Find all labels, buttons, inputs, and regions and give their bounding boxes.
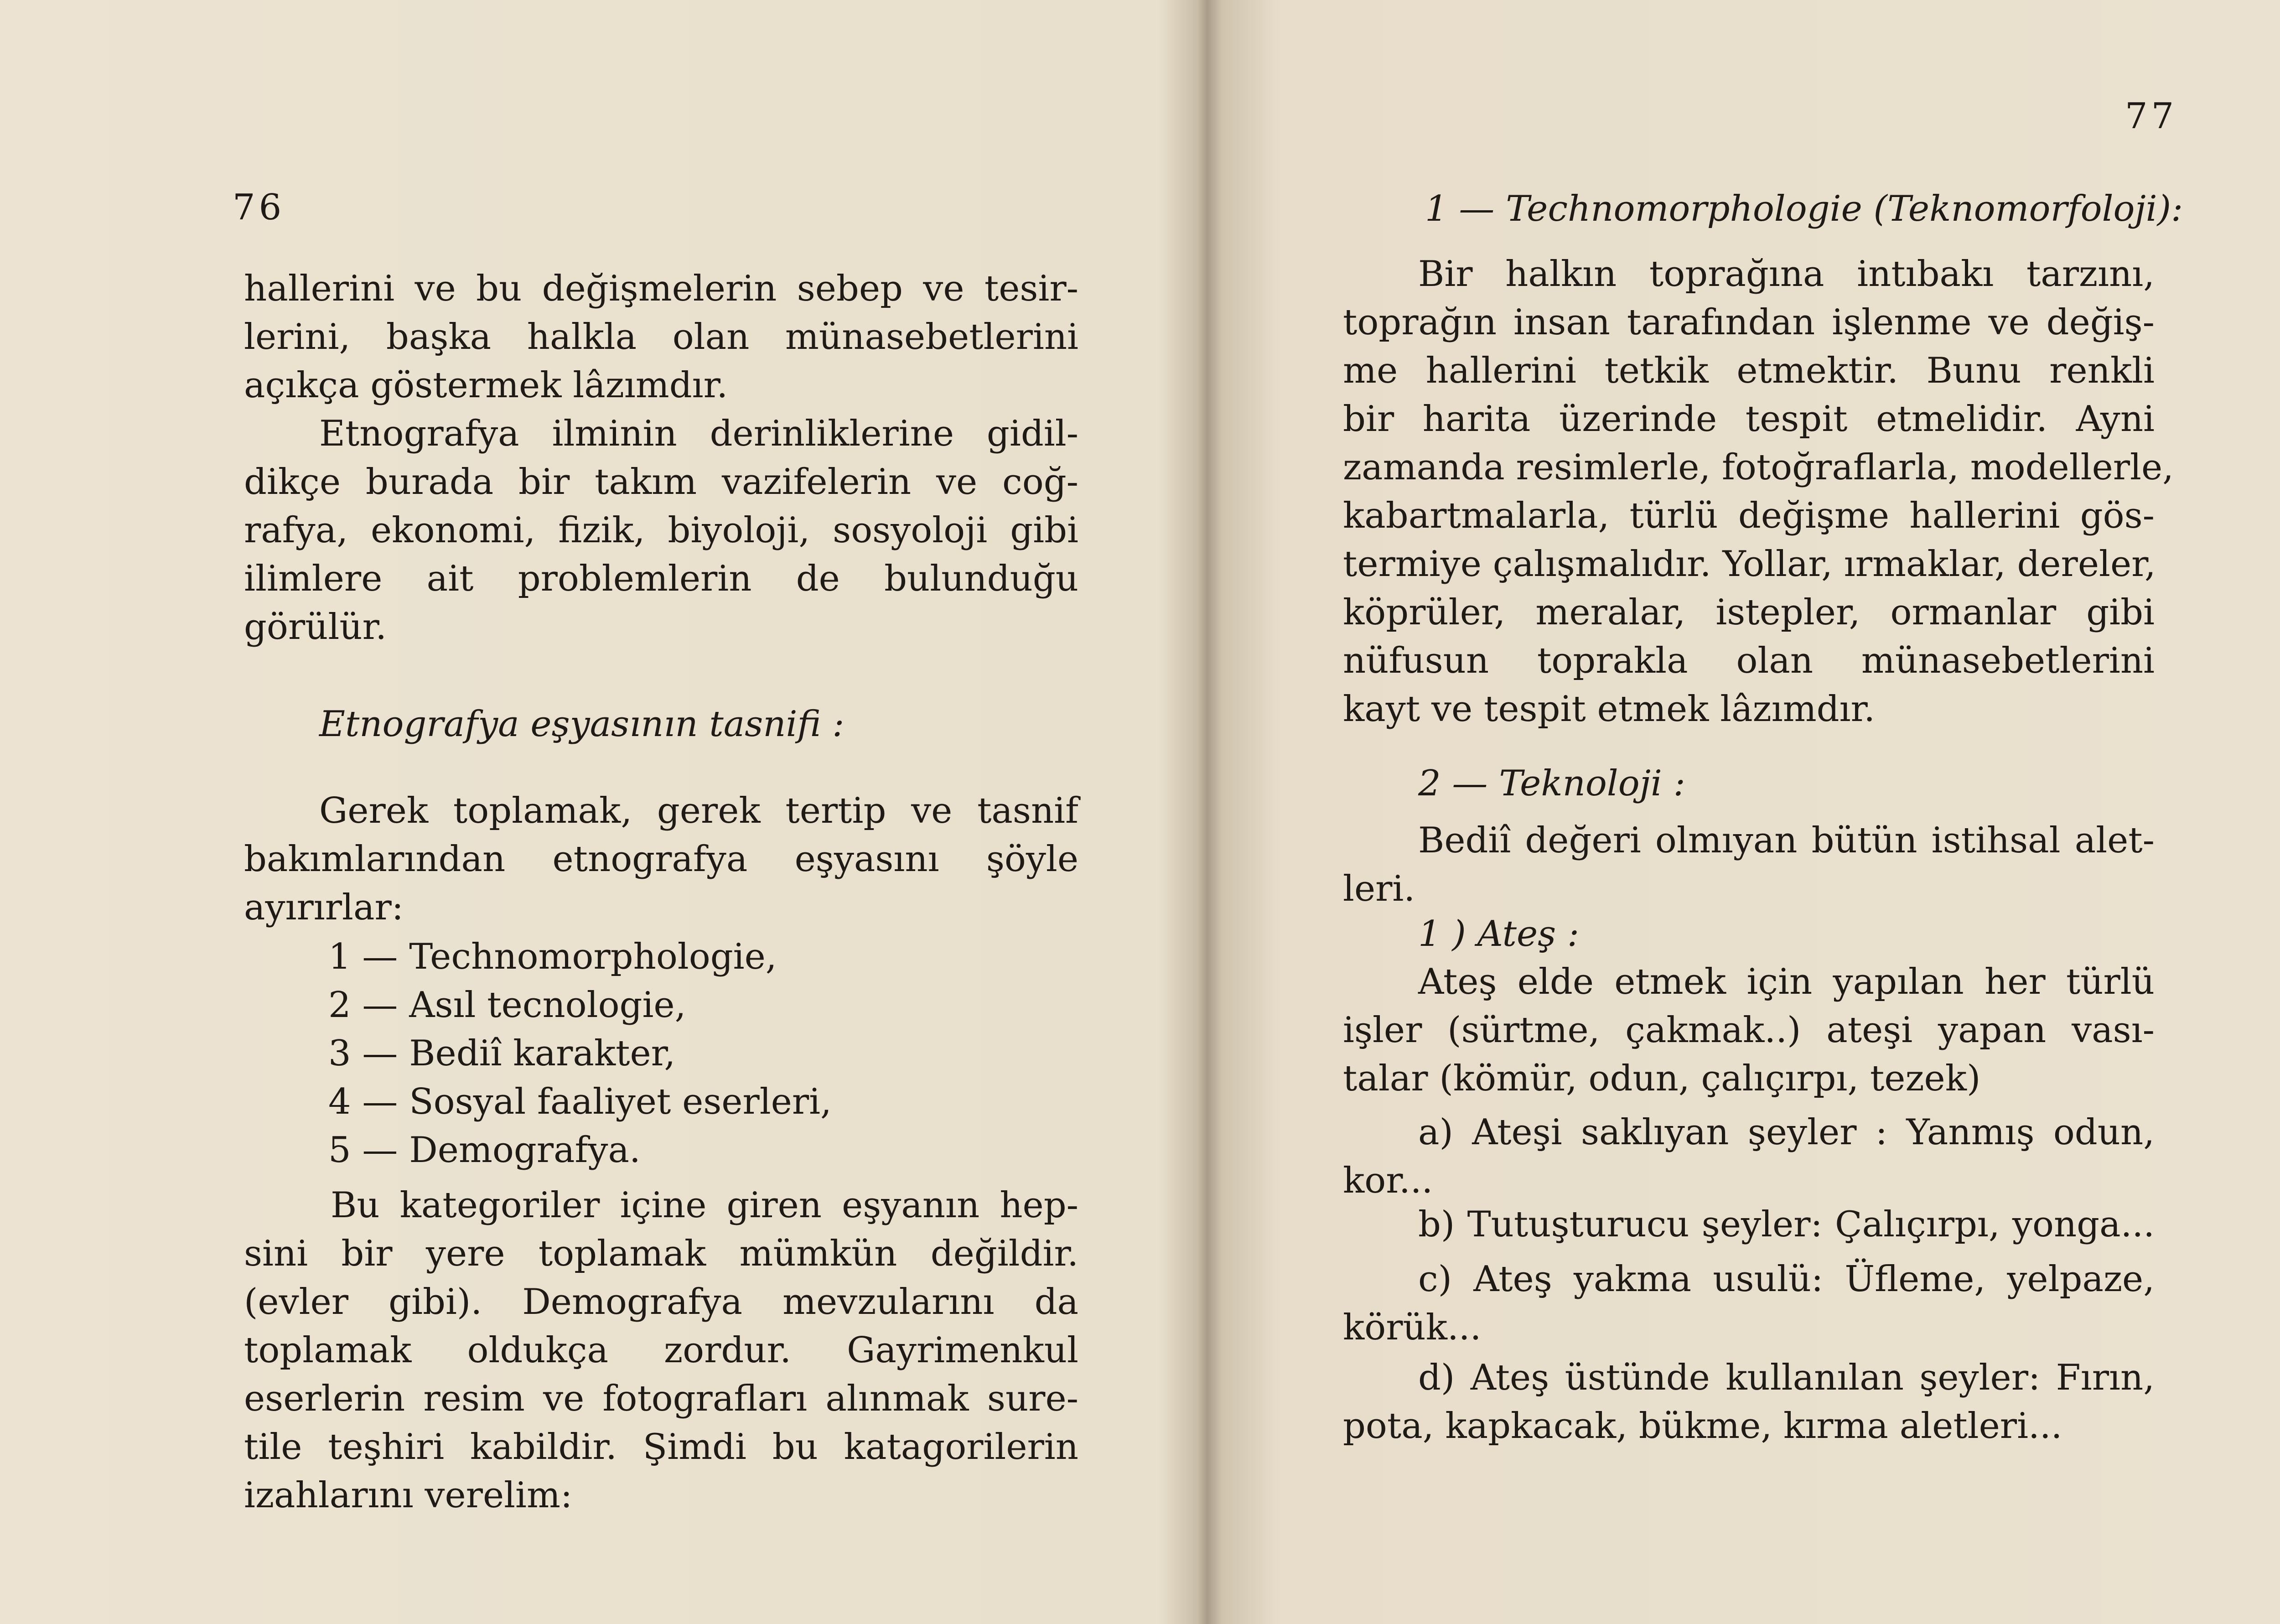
text-line: kabartmalarla, türlü değişme hallerini gös- [1343, 495, 2155, 536]
text-line: Ateş elde etmek için yapılan her türlü [1418, 961, 2155, 1002]
text-line: (evler gibi). Demografya mevzularını da [244, 1282, 1078, 1323]
right-para-3 [1343, 958, 2155, 1103]
text-line: termiye çalışmalıdır. Yollar, ırmaklar, dereler, [1343, 544, 2156, 585]
right-item-d [1343, 1354, 2155, 1450]
text-line: rafya, ekonomi, fizik, biyoloji, sosyoloji gibi [244, 510, 1078, 551]
text-line: sini bir yere toplamak mümkün değildir. [244, 1233, 1078, 1274]
text-line: ilimlere ait problemlerin de bulunduğu [244, 558, 1078, 599]
left-section-heading: Etnografya eşyasının tasnifi : [319, 704, 845, 745]
text-line: nüfusun toprakla olan münasebetlerini [1343, 640, 2155, 681]
page-number-right: 77 [2125, 96, 2178, 137]
text-line: lerini, başka halkla olan münasebetlerini [244, 316, 1078, 358]
text-line: b) Tutuşturucu şeyler: Çalıçırpı, yonga... [1418, 1204, 2155, 1245]
right-para-2 [1343, 816, 2155, 913]
right-item-b [1343, 1200, 2155, 1249]
text-line: c) Ateş yakma usulü: Üfleme, yelpaze, [1418, 1259, 2155, 1300]
left-para-3 [244, 787, 1078, 932]
right-para-1 [1343, 250, 2174, 733]
text-line: toprağın insan tarafından işlenme ve değiş- [1343, 302, 2155, 343]
text-line: Etnografya ilminin derinliklerine gidil- [319, 413, 1078, 454]
list-item: 3 — Bediî karakter, [328, 1033, 676, 1074]
left-para-4 [244, 1181, 1078, 1520]
text-line: açıkça göstermek lâzımdır. [244, 365, 728, 406]
text-line: Bu kategoriler içine giren eşyanın hep- [331, 1185, 1078, 1226]
classification-list [328, 933, 1012, 1174]
text-line: kayt ve tespit etmek lâzımdır. [1343, 689, 1876, 730]
text-line: işler (sürtme, çakmak..) ateşi yapan vası- [1343, 1010, 2155, 1051]
right-heading-3: 1 ) Ateş : [1418, 913, 1580, 955]
left-para-1 [244, 265, 1078, 410]
text-line: Bir halkın toprağına intıbakı tarzını, [1418, 254, 2155, 295]
text-line: me hallerini tetkik etmektir. Bunu renkli [1343, 350, 2155, 391]
right-heading-1: 1 — Technomorphologie (Teknomorfoloji): [1425, 188, 2183, 229]
right-item-a [1343, 1108, 2155, 1205]
right-page [1215, 0, 2280, 1624]
text-line: Bediî değeri olmıyan bütün istihsal alet- [1418, 820, 2155, 861]
list-item: 1 — Technomorphologie, [328, 936, 777, 977]
text-line: körük... [1343, 1307, 1482, 1348]
text-line: d) Ateş üstünde kullanılan şeyler: Fırın, [1418, 1357, 2155, 1398]
text-line: toplamak oldukça zordur. Gayrimenkul [244, 1330, 1078, 1371]
text-line: tile teşhiri kabildir. Şimdi bu katagorilerin [244, 1427, 1078, 1468]
text-line: bakımlarından etnografya eşyasını şöyle [244, 839, 1078, 880]
text-line: eserlerin resim ve fotografları alınmak sure- [244, 1378, 1078, 1419]
list-item: 5 — Demografya. [328, 1130, 641, 1171]
text-line: köprüler, meralar, istepler, ormanlar gibi [1343, 592, 2155, 633]
list-item: 4 — Sosyal faaliyet eserleri, [328, 1081, 832, 1122]
text-line: zamanda resimlerle, fotoğraflarla, modellerle, [1343, 447, 2174, 488]
list-item: 2 — Asıl tecnologie, [328, 985, 686, 1026]
text-line: hallerini ve bu değişmelerin sebep ve tesir- [244, 268, 1078, 309]
text-line: leri. [1343, 868, 1415, 909]
text-line: talar (kömür, odun, çalıçırpı, tezek) [1343, 1058, 1981, 1099]
right-heading-2: 2 — Teknoloji : [1418, 763, 1685, 804]
page-number-left: 76 [233, 187, 285, 228]
text-line: pota, kapkacak, bükme, kırma aletleri... [1343, 1406, 2062, 1447]
text-line: a) Ateşi saklıyan şeyler : Yanmış odun, [1418, 1112, 2155, 1153]
text-line: ayırırlar: [244, 887, 404, 928]
text-line: bir harita üzerinde tespit etmelidir. Ayni [1343, 399, 2155, 440]
right-item-c [1343, 1255, 2155, 1352]
left-para-2 [244, 410, 1078, 651]
text-line: Gerek toplamak, gerek tertip ve tasnif [319, 790, 1078, 831]
text-line: görülür. [244, 607, 387, 648]
text-line: dikçe burada bir takım vazifelerin ve coğ- [244, 462, 1078, 503]
text-line: izahlarını verelim: [244, 1475, 573, 1516]
text-line: kor... [1343, 1160, 1433, 1201]
